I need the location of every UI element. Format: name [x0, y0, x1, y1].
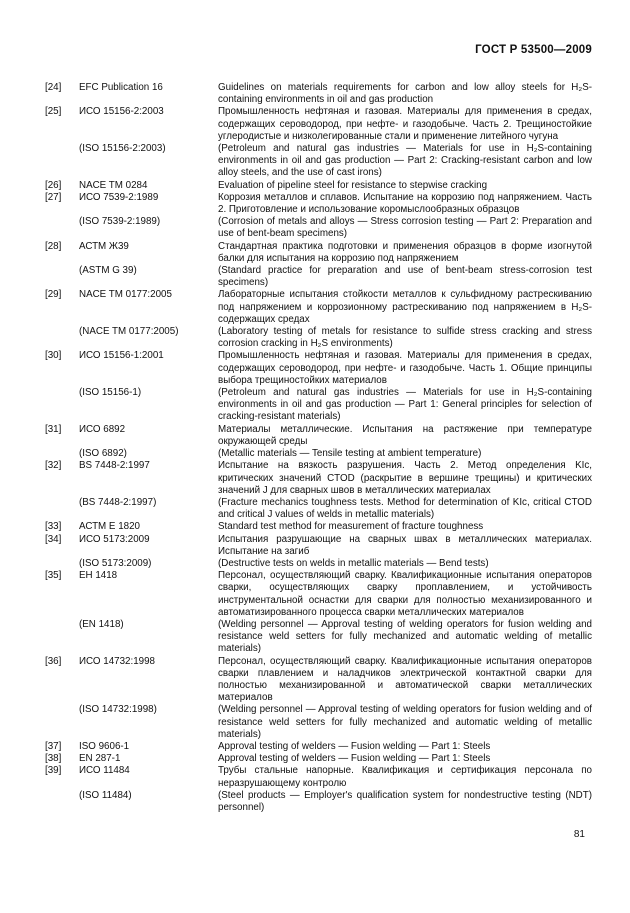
bibliography-entry-part	[45, 570, 592, 619]
entry-description: Персонал, осуществляющий сварку. Квалификационные испытания операторов сварки, осуществляющих сварку проплавлением, и устойчивость инструментальной оснастки для сварки для полностью механизированного и автоматизированного процесса сварки металлических материалов	[218, 570, 592, 618]
bibliography-entry-part	[45, 460, 592, 497]
entry-code: ИСО 5173:2009	[79, 533, 150, 545]
entry-description: Approval testing of welders — Fusion welding — Part 1: Steels	[218, 753, 491, 765]
entry-ref-number	[45, 265, 79, 289]
entry-description: Испытания разрушающие на сварных швах в металлических материалах. Испытание на загиб	[218, 533, 592, 557]
entry-ref-number	[45, 790, 79, 814]
entry-code: NACE TM 0177:2005	[79, 289, 172, 301]
bibliography-entry-part	[45, 497, 592, 521]
entry-code: EN 287-1	[79, 753, 121, 765]
entry-code: (ISO 15156-2:2003)	[79, 143, 166, 155]
entry-description: (Welding personnel — Approval testing of welding operators for fusion welding and of resistance weld setters for fully mechanized and automatic welding of metallic materials)	[218, 704, 592, 740]
entry-description: (Laboratory testing of metals for resistance to sulfide stress cracking and stress corrosion cracking in H₂S environments)	[218, 326, 592, 350]
entry-description: Approval testing of welders — Fusion welding — Part 1: Steels	[218, 740, 491, 752]
bibliography-entry-part	[45, 534, 592, 558]
bibliography-entry-part	[45, 521, 592, 533]
entry-code: ЕН 1418	[79, 570, 118, 582]
bibliography-entry-part	[45, 82, 592, 106]
entry-code: (EN 1418)	[79, 618, 124, 630]
entry-ref-number: [34]	[45, 533, 62, 545]
entry-description: (Metallic materials — Tensile testing at ambient temperature)	[218, 448, 482, 460]
entry-ref-number: [37]	[45, 740, 62, 752]
entry-ref-number	[45, 448, 79, 460]
bibliography-entry-part	[45, 387, 592, 424]
bibliography-entry-part	[45, 619, 592, 656]
entry-code: АСТМ Е 1820	[79, 521, 140, 533]
entry-ref-number	[45, 704, 79, 741]
entry-ref-number	[45, 387, 79, 424]
bibliography-entry-part	[45, 753, 592, 765]
entry-ref-number	[45, 143, 79, 180]
bibliography-entry-part	[45, 350, 592, 387]
entry-ref-number	[45, 497, 79, 521]
entry-code: EFC Publication 16	[79, 82, 163, 93]
entry-ref-number	[45, 216, 79, 240]
entry-description: (Petroleum and natural gas industries — Materials for use in H₂S-containing environments in oil and gas production — Part 1: General principles for selection of cracking-resistant materials)	[218, 387, 592, 423]
entry-description: Коррозия металлов и сплавов. Испытание на коррозию под напряжением. Часть 2. Приготовление и использование коромыслообразных образцов	[218, 191, 592, 216]
entry-ref-number: [33]	[45, 521, 62, 533]
bibliography-entry-part	[45, 558, 592, 570]
entry-ref-number: [28]	[45, 240, 62, 252]
bibliography-entry-part	[45, 192, 592, 216]
entry-description: Персонал, осуществляющий сварку. Квалификационные испытания операторов сварки плавлением и наладчиков электрической контактной сварки для полностью механизированной и автоматической сварки металлических материалов	[218, 655, 592, 704]
entry-code: (ISO 14732:1998)	[79, 704, 157, 716]
bibliography-entry-part	[45, 143, 592, 180]
entry-ref-number: [31]	[45, 423, 62, 435]
entry-code: ИСО 11484	[79, 765, 130, 777]
bibliography-entry-part	[45, 790, 592, 814]
entry-ref-number: [35]	[45, 570, 62, 582]
entry-description: Standard test method for measurement of fracture toughness	[218, 521, 484, 533]
entry-ref-number: [25]	[45, 106, 62, 118]
entry-ref-number: [26]	[45, 179, 62, 191]
entry-description: Испытание на вязкость разрушения. Часть 2. Метод определения KIc, критических значений CTOD (раскрытие в вершине трещины) и критических значений J для сварных швов в металлических материалах	[218, 460, 592, 496]
entry-description: (Fracture mechanics toughness tests. Method for determination of KIc, critical CTOD and critical J values of welds in metallic materials)	[218, 496, 592, 521]
entry-description: Трубы стальные напорные. Квалификация и сертификация персонала по неразрушающему контролю	[218, 765, 592, 789]
entry-code: (ISO 15156-1)	[79, 387, 142, 399]
entry-ref-number	[45, 326, 79, 350]
entry-ref-number: [30]	[45, 350, 62, 362]
entry-code: (ISO 5173:2009)	[79, 557, 152, 569]
entry-ref-number: [36]	[45, 655, 62, 667]
entry-code: BS 7448-2:1997	[79, 460, 150, 472]
entry-code: (ISO 6892)	[79, 448, 127, 460]
entry-code: (ISO 7539-2:1989)	[79, 216, 161, 228]
entry-description: Материалы металлические. Испытания на растяжение при температуре окружающей среды	[218, 423, 592, 447]
entry-code: (BS 7448-2:1997)	[79, 496, 157, 508]
entry-description: (Steel products — Employer's qualification system for nondestructive testing (NDT) personnel)	[218, 789, 592, 813]
entry-description: Промышленность нефтяная и газовая. Материалы для применения в средах, содержащих сероводород, при нефте- и газодобыче. Часть 2. Трещиностойкие углеродистые и низколегированные стали и применение литейного чугуна	[218, 106, 592, 142]
entry-code: NACE TM 0284	[79, 179, 148, 191]
page-header	[45, 44, 592, 57]
entry-description: Evaluation of pipeline steel for resistance to stepwise cracking	[218, 179, 488, 191]
entry-description: (Petroleum and natural gas industries — Materials for use in H₂S-containing environments in oil and gas production — Part 2: Cracking-resistant carbon and low alloy steels, and the use of cast irons)	[218, 143, 592, 179]
bibliography-entry-part	[45, 448, 592, 460]
bibliography-entry-part	[45, 216, 592, 240]
entry-description: Guidelines on materials requirements for carbon and low alloy steels for H₂S-containing environments in oil and gas production	[218, 82, 592, 106]
bibliography-entry-part	[45, 326, 592, 350]
bibliography-entry-part	[45, 106, 592, 143]
entry-code: ИСО 7539-2:1989	[79, 191, 159, 203]
entry-ref-number: [29]	[45, 289, 62, 301]
bibliography-entry-part	[45, 289, 592, 326]
entry-ref-number: [38]	[45, 753, 62, 765]
entry-code: (NACE TM 0177:2005)	[79, 326, 179, 338]
bibliography-entry-part	[45, 180, 592, 192]
bibliography-entry-part	[45, 265, 592, 289]
entry-ref-number: [32]	[45, 460, 62, 472]
entry-description: (Standard practice for preparation and use of bent-beam stress-corrosion test specimens)	[218, 265, 592, 289]
doc-number: ГОСТ Р 53500—2009	[475, 44, 592, 56]
bibliography-entry-part	[45, 765, 592, 789]
page-number: 81	[573, 829, 585, 840]
entry-code: ИСО 15156-1:2001	[79, 350, 164, 362]
entry-code: АСТМ Ж39	[79, 240, 129, 252]
entry-code: ISO 9606-1	[79, 740, 130, 752]
entry-code: (ISO 11484)	[79, 789, 132, 801]
entry-description: (Destructive tests on welds in metallic materials — Bend tests)	[218, 557, 489, 569]
bibliography-entry-part	[45, 656, 592, 705]
entry-code: ИСО 14732:1998	[79, 655, 156, 667]
entry-description: Стандартная практика подготовки и применения образцов в форме изогнутой балки для испытания на коррозию под напряжением	[218, 240, 592, 264]
entry-ref-number: [39]	[45, 765, 62, 777]
bibliography-entry-part	[45, 241, 592, 265]
entry-code: ИСО 15156-2:2003	[79, 106, 164, 118]
entry-ref-number	[45, 619, 79, 656]
entry-description: Промышленность нефтяная и газовая. Материалы для применения в средах, содержащих сероводород, при нефте- и газодобыче. Часть 1. Общие принципы выбора трещиностойких материалов	[218, 350, 592, 386]
entry-code: ИСО 6892	[79, 423, 126, 435]
entry-description: (Corrosion of metals and alloys — Stress corrosion testing — Part 2: Preparation and use of bent-beam specimens)	[218, 216, 592, 240]
entry-ref-number	[45, 558, 79, 570]
entry-ref-number: [27]	[45, 191, 62, 203]
entry-description: (Welding personnel — Approval testing of welding operators for fusion welding and resistance weld setters for fully mechanized and automatic welding of metallic materials)	[218, 618, 592, 655]
bibliography-entry-part	[45, 741, 592, 753]
entry-ref-number: [24]	[45, 82, 62, 93]
bibliography-entry-part	[45, 704, 592, 741]
entry-description: Лабораторные испытания стойкости металлов к сульфидному растрескиванию под напряжением и коррозионному растрескиванию под напряжением в H₂S-содержащих средах	[218, 289, 592, 325]
entry-code: (ASTM G 39)	[79, 265, 137, 277]
bibliography-list	[45, 82, 592, 814]
bibliography-entry-part	[45, 424, 592, 448]
